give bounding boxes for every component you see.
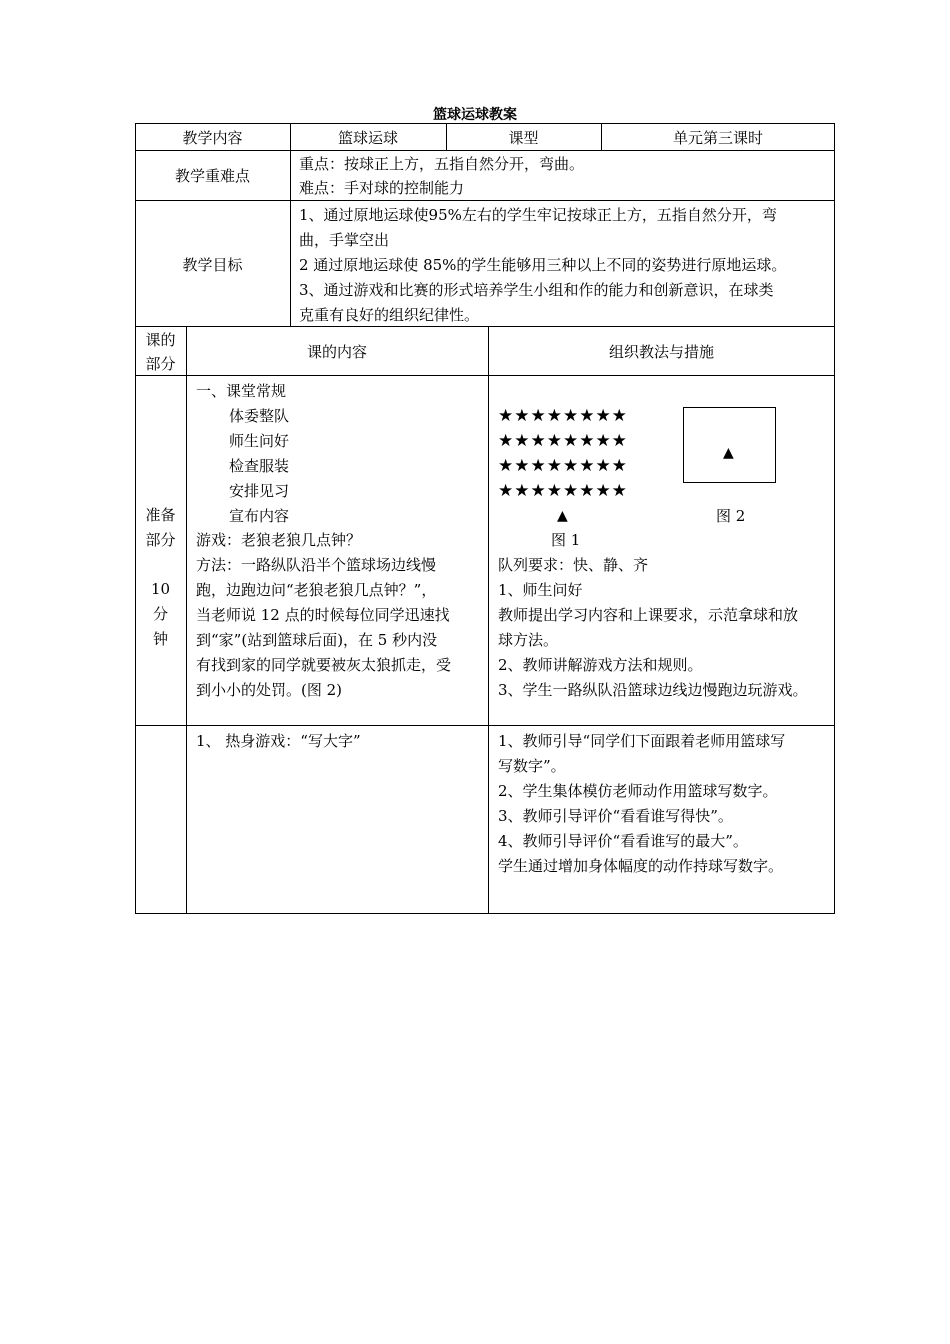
prep-content-line: 到“家”(站到篮球后面)，在 5 秒内没 <box>196 631 438 649</box>
figure-1-caption: 图 1 <box>551 531 581 549</box>
key-point-line: 重点：按球正上方，五指自然分开，弯曲。 <box>299 155 585 173</box>
prep-content-line: 体委整队 <box>229 407 290 425</box>
key-points-label: 教学重难点 <box>174 167 250 185</box>
warmup-method-line: 4、教师引导评价“看看谁写的最大”。 <box>498 832 748 850</box>
col-divider <box>290 123 291 326</box>
col-divider <box>186 326 187 914</box>
prep-method-line: 2、教师讲解游戏方法和规则。 <box>498 656 703 674</box>
student-formation-row: ★★★★★★★★ <box>498 431 628 451</box>
warmup-method-line: 3、教师引导评价“看看谁写得快”。 <box>498 807 733 825</box>
teacher-position-icon: ▲ <box>723 445 734 461</box>
prep-content-line: 宣布内容 <box>229 507 290 525</box>
student-formation-row: ★★★★★★★★ <box>498 406 628 426</box>
section-part-header: 部分 <box>145 355 176 373</box>
prep-part-label: 部分 <box>145 531 176 549</box>
row-divider <box>135 326 835 327</box>
prep-method-line: 3、学生一路纵队沿篮球边线边慢跑边玩游戏。 <box>498 681 808 699</box>
warmup-method-line: 2、学生集体模仿老师动作用篮球写数字。 <box>498 782 778 800</box>
student-formation-row: ★★★★★★★★ <box>498 481 628 501</box>
prep-content-line: 到小小的处罚。(图 2) <box>196 681 343 699</box>
warmup-method-line: 1、教师引导“同学们下面跟着老师用篮球写 <box>498 732 786 750</box>
prep-content-line: 游戏：老狼老狼几点钟？ <box>196 531 362 549</box>
section-content-header: 课的内容 <box>306 343 367 361</box>
prep-method-line: 球方法。 <box>498 631 559 649</box>
warmup-content: 1、 热身游戏：“写大字” <box>196 732 361 750</box>
prep-part-label: 分 <box>152 605 168 623</box>
content-label: 教学内容 <box>182 129 243 147</box>
teacher-position-icon: ▲ <box>557 508 568 524</box>
goal-line: 3、通过游戏和比赛的形式培养学生小组和作的能力和创新意识，在球类 <box>299 281 774 299</box>
section-method-header: 组织教法与措施 <box>608 343 714 361</box>
prep-method-line: 队列要求：快、静、齐 <box>498 556 649 574</box>
row-divider <box>135 725 835 726</box>
section-part-header: 课的 <box>145 331 176 349</box>
goal-line: 克重有良好的组织纪律性。 <box>299 306 480 324</box>
prep-content-line: 有找到家的同学就要被灰太狼抓走，受 <box>196 656 452 674</box>
document-title: 篮球运球教案 <box>433 107 517 123</box>
prep-method-line: 1、师生问好 <box>498 581 583 599</box>
prep-content-line: 当老师说 12 点的时候每位同学迅速找 <box>196 606 450 624</box>
prep-content-line: 方法：一路纵队沿半个篮球场边线慢 <box>196 556 437 574</box>
prep-content-line: 一、课堂常规 <box>196 382 287 400</box>
content-value: 篮球运球 <box>337 129 398 147</box>
figure-2-caption: 图 2 <box>716 507 746 525</box>
goals-label: 教学目标 <box>182 256 243 274</box>
warmup-method-line: 学生通过增加身体幅度的动作持球写数字。 <box>498 857 784 875</box>
prep-part-label: 准备 <box>145 506 176 524</box>
prep-content-line: 安排见习 <box>229 482 290 500</box>
goal-line: 2 通过原地运球使 85%的学生能够用三种以上不同的姿势进行原地运球。 <box>299 256 787 274</box>
prep-content-line: 检查服装 <box>229 457 290 475</box>
col-divider <box>488 326 489 914</box>
student-formation-row: ★★★★★★★★ <box>498 456 628 476</box>
prep-part-label: 10 <box>150 580 171 598</box>
key-point-line: 难点：手对球的控制能力 <box>299 179 465 197</box>
prep-content-line: 跑，边跑边问“老狼老狼几点钟？”， <box>196 581 437 599</box>
row-divider <box>135 200 835 201</box>
goal-line: 曲，手掌空出 <box>299 231 390 249</box>
warmup-method-line: 写数字”。 <box>498 757 566 775</box>
type-label: 课型 <box>508 129 539 147</box>
prep-content-line: 师生问好 <box>229 432 290 450</box>
type-value: 单元第三课时 <box>672 129 763 147</box>
prep-part-label: 钟 <box>152 630 168 648</box>
prep-method-line: 教师提出学习内容和上课要求，示范拿球和放 <box>498 606 799 624</box>
row-divider <box>135 375 835 376</box>
goal-line: 1、通过原地运球使95%左右的学生牢记按球正上方，五指自然分开，弯 <box>299 206 777 224</box>
